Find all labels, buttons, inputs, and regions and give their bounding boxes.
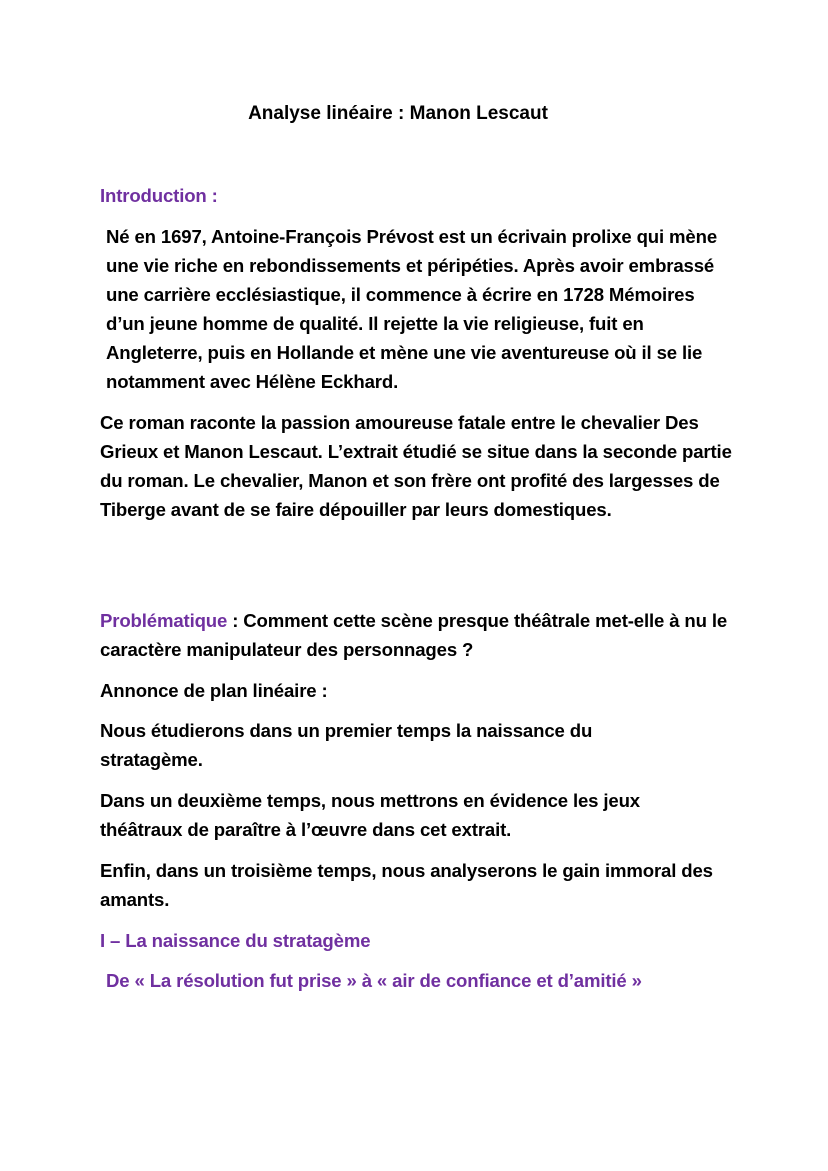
plan-heading: Annonce de plan linéaire : (100, 680, 328, 701)
problematique-label: Problématique (100, 610, 228, 631)
plan-part-2: Dans un deuxième temps, nous mettrons en évidence les jeux théâtraux de paraître à l’œuvre dans cet extrait. (100, 790, 640, 840)
page-title: Analyse linéaire : Manon Lescaut (248, 103, 548, 124)
plan-part-3: Enfin, dans un troisième temps, nous analyserons le gain immoral des amants. (100, 860, 713, 910)
section-1-heading: I – La naissance du stratagème (100, 930, 371, 951)
section-1-subheading: De « La résolution fut prise » à « air de confiance et d’amitié » (106, 970, 642, 991)
problematique (100, 606, 740, 664)
introduction-heading: Introduction : (100, 185, 218, 206)
problematique-text: : Comment cette scène presque théâtrale met-elle à nu le caractère manipulateur des personnages ? (100, 610, 728, 660)
plan-part-1: Nous étudierons dans un premier temps la naissance du stratagème. (100, 720, 593, 770)
introduction-paragraph-2: Ce roman raconte la passion amoureuse fatale entre le chevalier Des Grieux et Manon Lescaut. L’extrait étudié se situe dans la seconde partie du roman. Le chevalier, Manon et son frère ont profité des largesses de Tiberge avant de se faire dépouiller par leurs domestiques. (100, 412, 732, 520)
introduction-paragraph-1: Né en 1697, Antoine-François Prévost est un écrivain prolixe qui mène une vie riche en rebondissements et péripéties. Après avoir embrassé une carrière ecclésiastique, il commence à écrire en 1728 Mémoires d’un jeune homme de qualité. Il rejette la vie religieuse, fuit en Angleterre, puis en Hollande et mène une vie aventureuse où il se lie notamment avec Hélène Eckhard. (106, 226, 718, 392)
